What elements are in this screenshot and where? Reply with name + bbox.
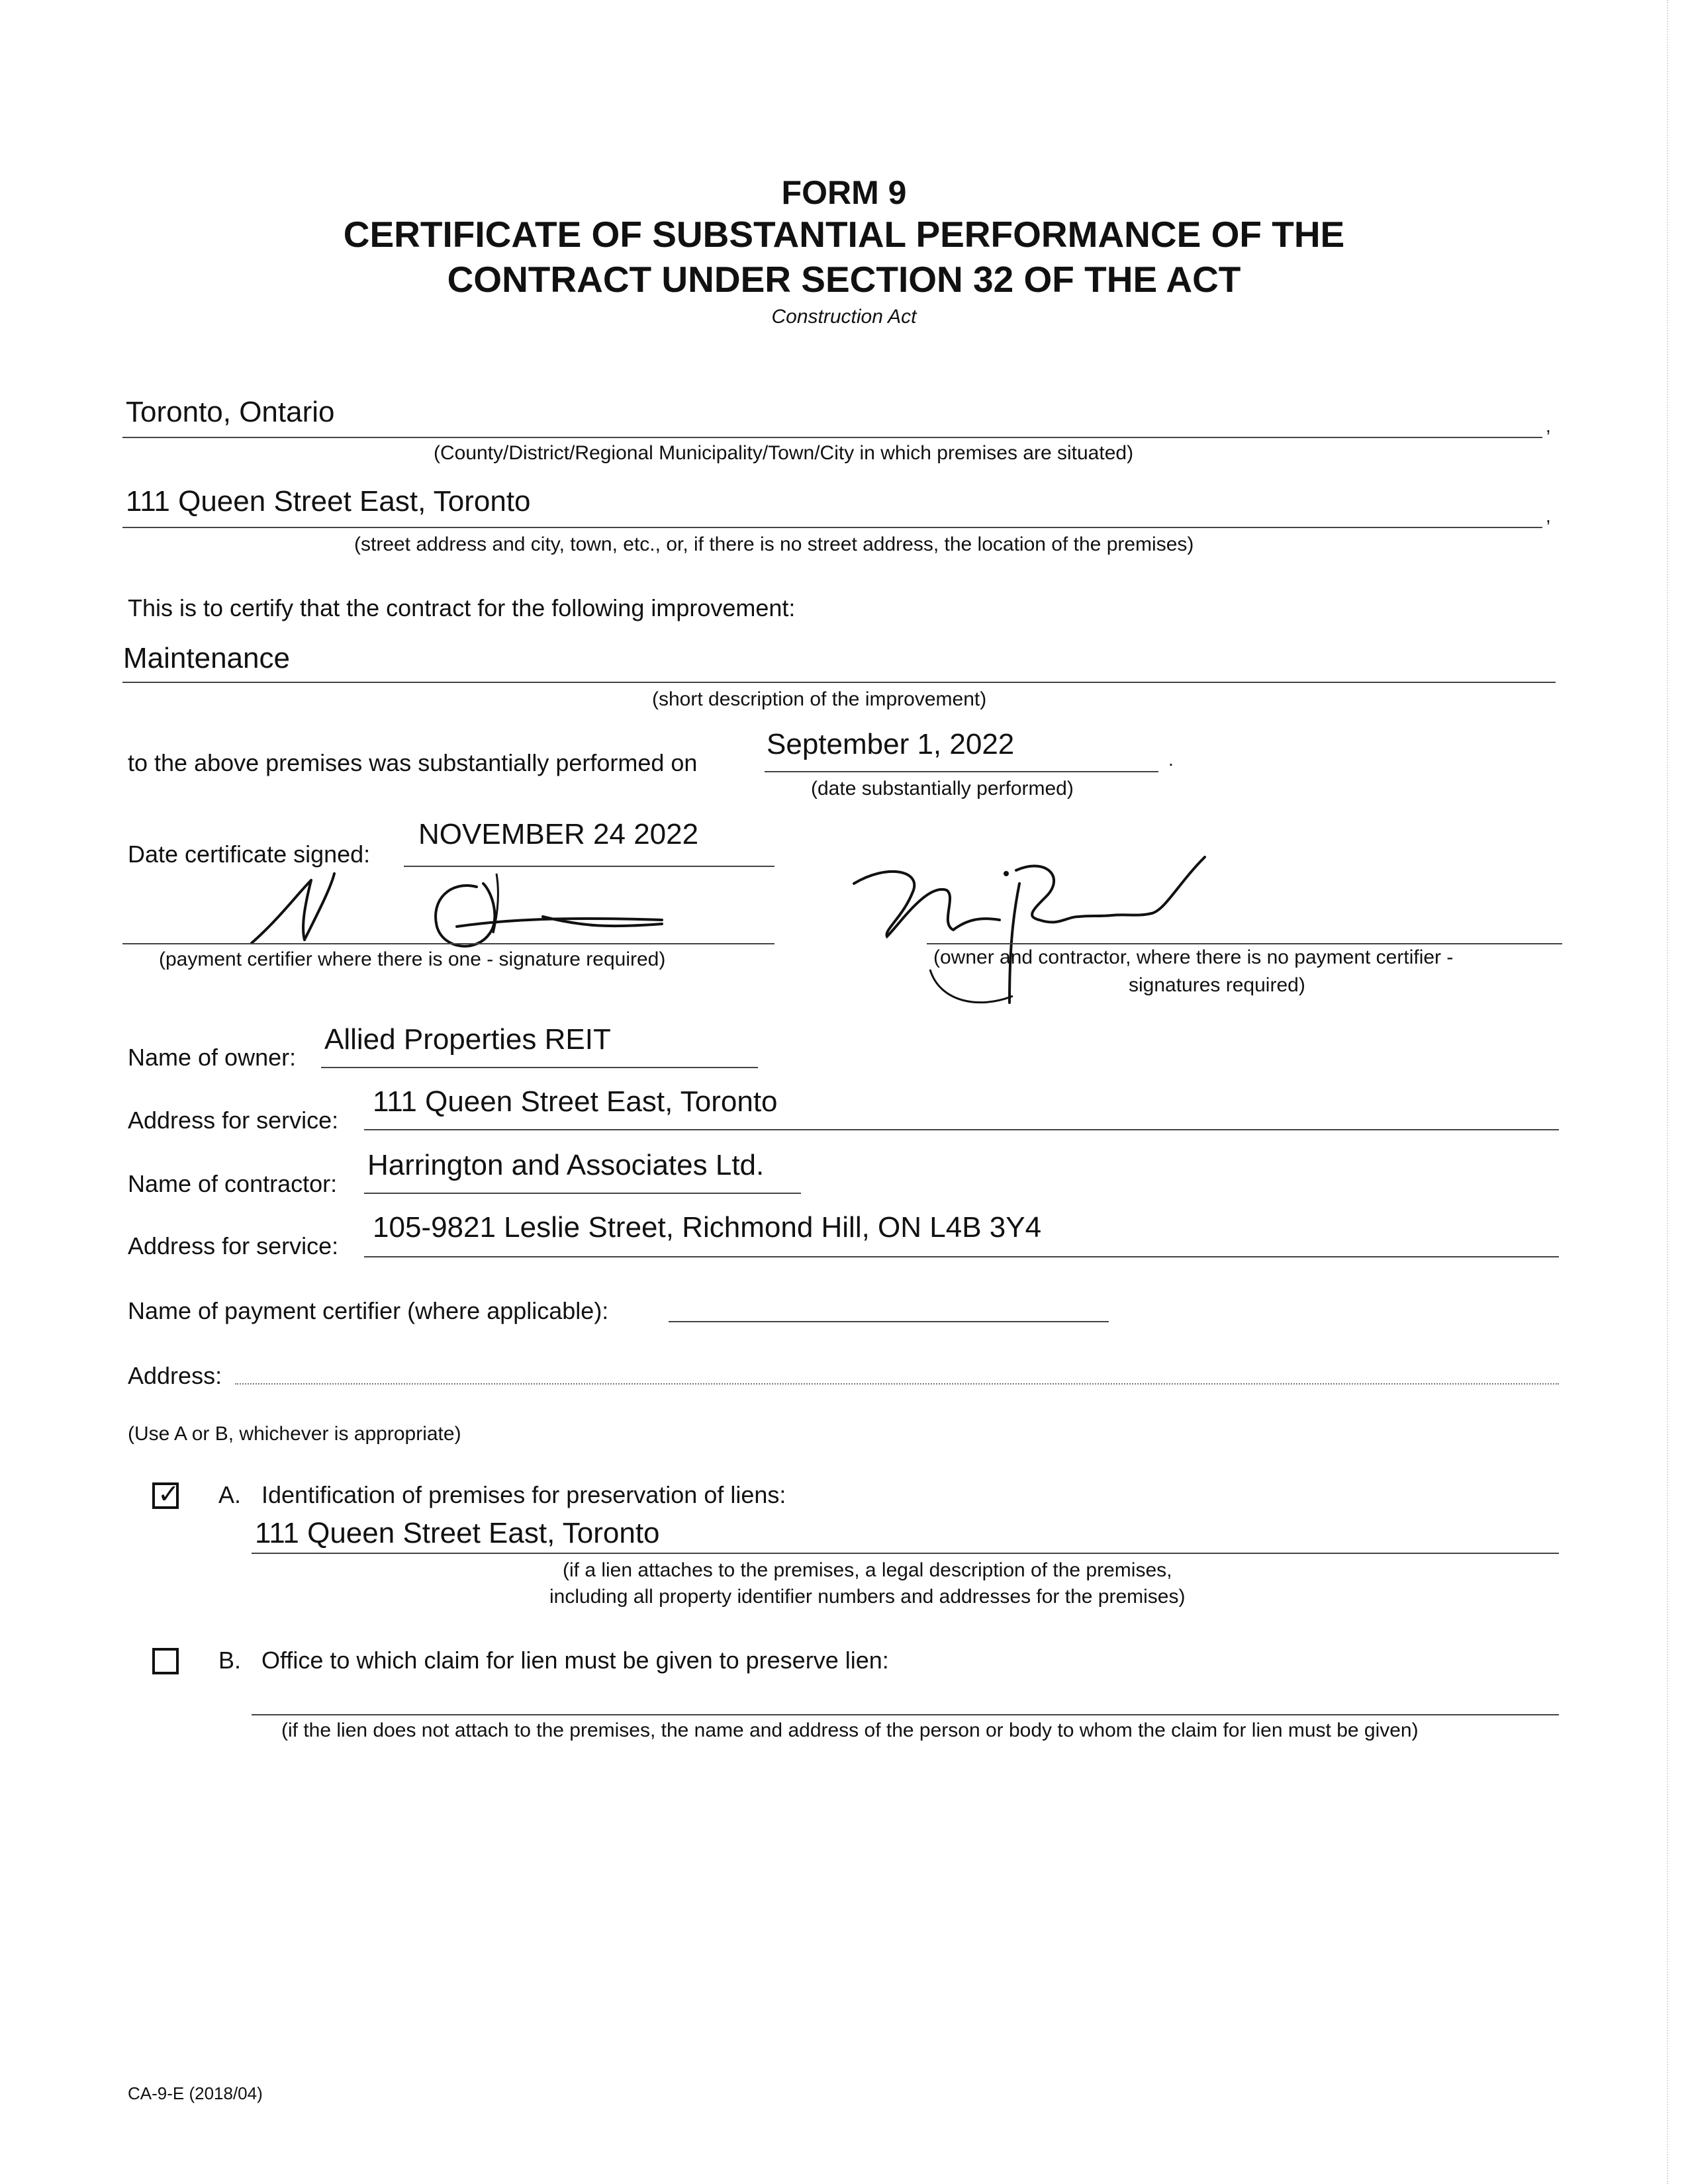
option-a-label: Identification of premises for preservation of liens: [261, 1481, 786, 1508]
performed-line [765, 771, 1158, 772]
contractor-name-field[interactable]: Harrington and Associates Ltd. [367, 1149, 765, 1181]
use-a-or-b-instruction: (Use A or B, whichever is appropriate) [128, 1423, 461, 1445]
certifier-address-label: Address: [128, 1362, 222, 1389]
option-a-letter: A. [218, 1481, 242, 1508]
contractor-name-line [364, 1193, 801, 1194]
address-caption: (street address and city, town, etc., or, if there is no street address, the location of the premises) [354, 533, 1194, 555]
improvement-field[interactable]: Maintenance [123, 642, 290, 674]
option-b-label: Office to which claim for lien must be given to preserve lien: [261, 1647, 889, 1674]
owner-caption-line2: signatures required) [1129, 974, 1305, 996]
date-signed-field[interactable]: NOVEMBER 24 2022 [418, 818, 699, 850]
owner-signature-line [927, 943, 1562, 944]
act-name: Construction Act [771, 306, 917, 328]
owner-service-field[interactable]: 111 Queen Street East, Toronto [373, 1085, 778, 1118]
address-line [122, 527, 1542, 528]
owner-name-line [321, 1067, 758, 1068]
option-b-letter: B. [218, 1647, 242, 1674]
date-signed-label: Date certificate signed: [128, 841, 371, 868]
payment-certifier-label: Name of payment certifier (where applicable): [128, 1297, 609, 1324]
comma: , [1546, 416, 1551, 436]
certifier-address-line[interactable] [235, 1383, 1559, 1385]
option-a-caption-line1: (if a lien attaches to the premises, a legal description of the premises, [563, 1559, 1172, 1581]
improvement-line [122, 682, 1556, 683]
municipality-caption: (County/District/Regional Municipality/Town/City in which premises are situated) [434, 442, 1134, 464]
option-a-caption-line2: including all property identifier numbers and addresses for the premises) [549, 1586, 1186, 1608]
certify-intro: This is to certify that the contract for the following improvement: [128, 594, 796, 621]
performed-caption: (date substantially performed) [811, 778, 1074, 799]
contractor-service-label: Address for service: [128, 1232, 339, 1259]
owner-service-line [364, 1129, 1559, 1130]
performed-date-field[interactable]: September 1, 2022 [767, 728, 1015, 760]
contractor-service-field[interactable]: 105-9821 Leslie Street, Richmond Hill, ON L4B 3Y4 [373, 1211, 1042, 1244]
premises-address-field[interactable]: 111 Queen Street East, Toronto [126, 485, 531, 518]
owner-name-field[interactable]: Allied Properties REIT [324, 1023, 611, 1056]
municipality-field[interactable]: Toronto, Ontario [126, 396, 335, 428]
option-b-checkbox[interactable] [152, 1648, 179, 1674]
option-b-caption: (if the lien does not attach to the premises, the name and address of the person or body to whom the claim for lien must be given) [281, 1719, 1419, 1741]
period: . [1168, 749, 1174, 770]
payment-certifier-line[interactable] [669, 1321, 1109, 1322]
option-a-line [252, 1553, 1559, 1554]
form-code: CA-9-E (2018/04) [128, 2083, 263, 2103]
option-a-premises-field[interactable]: 111 Queen Street East, Toronto [255, 1517, 660, 1549]
contractor-label: Name of contractor: [128, 1170, 338, 1197]
certifier-signature [238, 854, 675, 963]
improvement-caption: (short description of the improvement) [652, 688, 987, 710]
form-title-line2: CONTRACT UNDER SECTION 32 OF THE ACT [447, 259, 1241, 300]
form-title-line1: CERTIFICATE OF SUBSTANTIAL PERFORMANCE OF THE [343, 214, 1345, 255]
form-number: FORM 9 [781, 174, 907, 211]
owner-service-label: Address for service: [128, 1107, 339, 1134]
option-a-checkbox[interactable]: ✓ [152, 1482, 179, 1509]
contractor-service-line [364, 1256, 1559, 1257]
owner-label: Name of owner: [128, 1044, 297, 1071]
comma: , [1546, 506, 1551, 526]
owner-caption-line1: (owner and contractor, where there is no payment certifier - [933, 946, 1454, 968]
performed-label: to the above premises was substantially performed on [128, 749, 698, 776]
certifier-signature-line [122, 943, 774, 944]
option-b-line[interactable] [252, 1714, 1559, 1715]
certifier-caption: (payment certifier where there is one - signature required) [159, 948, 666, 970]
municipality-line [122, 437, 1542, 438]
